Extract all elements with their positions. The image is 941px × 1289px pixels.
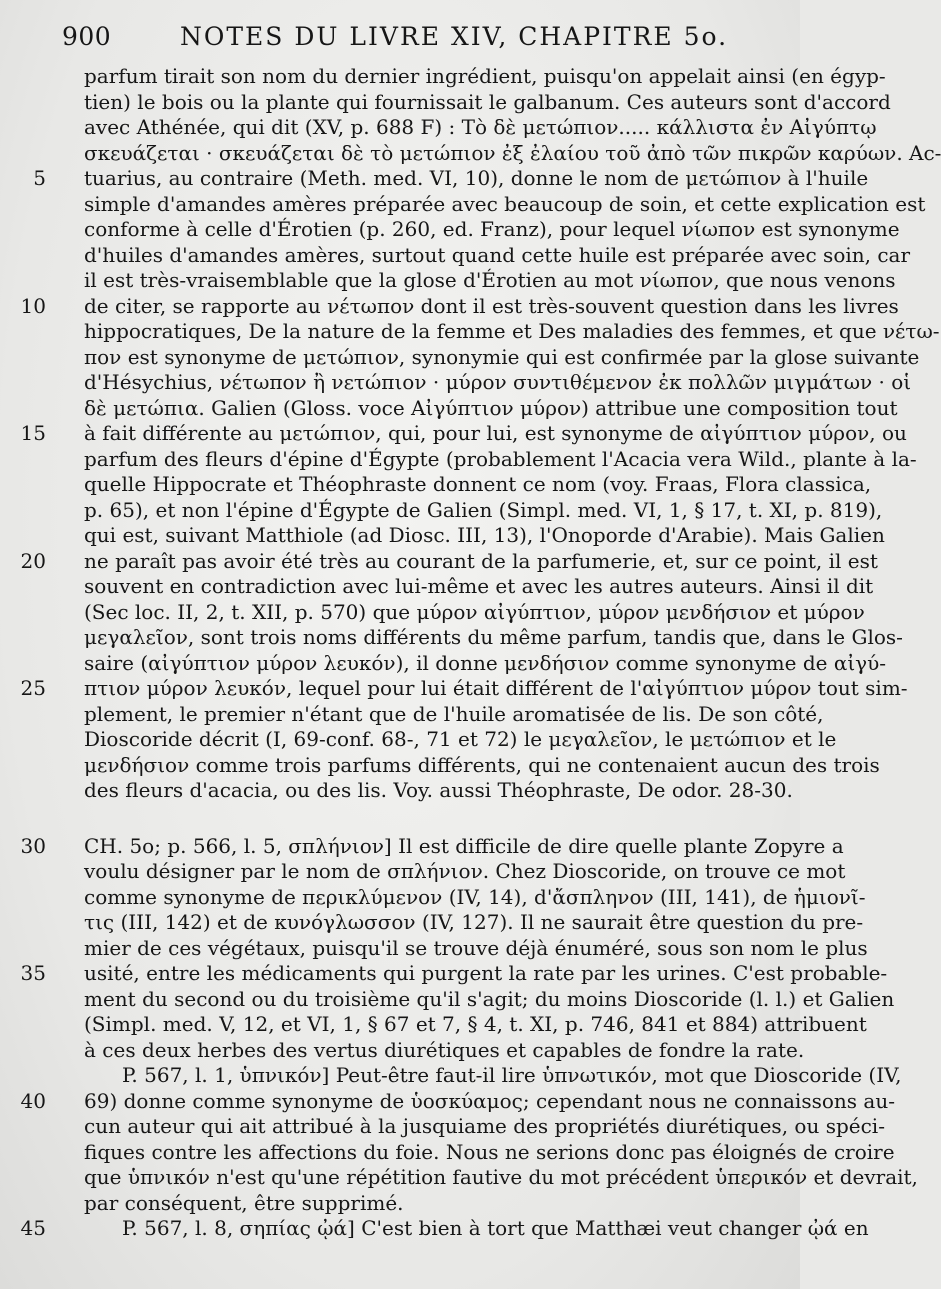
line-text: P. 567, l. 8, σηπίας ᾠά] C'est bien à tort que Matthæi veut changer ᾠά en [122,1216,869,1240]
text-line [0,778,800,804]
line-number: 35 [20,961,46,985]
line-text: qui est, suivant Matthiole (ad Diosc. III, 13), l'Onoporde d'Arabie). Mais Galien [84,523,885,547]
text-line [0,89,891,116]
running-head: NOTES DU LIVRE XIV, CHAPITRE 5o. [180,22,729,51]
text-line [0,599,865,626]
text-line [0,395,898,422]
line-number: 40 [20,1088,46,1113]
line-text: il est très-vraisemblable que la glose d'Érotien au mot νίωπον, que nous venons [84,268,896,292]
text-line [0,497,883,524]
line-text: que ὑπνικόν n'est qu'une répétition fautive du mot précédent ὑπερικόν et devrait, [84,1165,918,1189]
line-text: quelle Hippocrate et Théophraste donnent ce nom (voy. Fraas, Flora classica, [84,472,872,496]
line-text: conforme à celle d'Érotien (p. 260, ed. Franz), pour lequel νίωπον est synonyme [84,217,900,241]
text-line [0,64,886,90]
line-text: à ces deux herbes des vertus diurétiques et capables de fondre la rate. [84,1037,805,1062]
text-line [0,1012,867,1038]
line-number: 45 [20,1216,46,1240]
line-text: avec Athénée, qui dit (XV, p. 688 F) : Τὸ δὲ μετώπιον..... κάλλιστα ἐν Αἰγύπτῳ [84,115,877,139]
text-line [0,676,908,702]
text-line [0,1139,895,1166]
text-line [0,574,874,600]
line-text: usité, entre les médicaments qui purgent la rate par les urines. C'est probable- [84,961,888,985]
line-text: p. 65), et non l'épine d'Égypte de Galien (Simpl. med. VI, 1, § 17, t. XI, p. 819), [84,497,883,522]
line-text: (Sec loc. II, 2, t. XII, p. 570) que μύρον αἰγύπτιον, μύρον μενδήσιον et μύρον [84,599,865,624]
text-body [0,64,941,1242]
line-text: plement, le premier n'étant que de l'huile aromatisée de lis. De son côté, [84,701,824,726]
line-text: voulu désigner par le nom de σπλήνιον. Chez Dioscoride, on trouve ce mot [84,859,846,883]
text-line [0,727,837,753]
text-line [0,319,940,345]
text-line [0,884,866,911]
text-line [0,1037,805,1064]
line-text: (Simpl. med. V, 12, et VI, 1, § 67 et 7, § 4, t. XI, p. 746, 841 et 884) attribuent [84,1012,867,1036]
line-text: hippocratiques, De la nature de la femme et Des maladies des femmes, et que νέτω- [84,319,940,343]
line-text: d'Hésychius, νέτωπον ἢ νετώπιον · μύρον συντιθέμενον ἐκ πολλῶν μιγμάτων · οἱ [84,370,912,394]
text-line [0,1088,895,1115]
text-line [0,1114,885,1140]
page-number: 900 [62,22,112,51]
text-line [0,859,846,885]
line-text: Dioscoride décrit (I, 69-conf. 68-, 71 et 72) le μεγαλεῖον, le μετώπιον et le [84,727,837,751]
text-line [0,1165,918,1191]
line-text: CH. 5o; p. 566, l. 5, σπλήνιον] Il est difficile de dire quelle plante Zopyre a [84,833,844,858]
line-number: 25 [20,676,46,700]
text-line [0,523,885,549]
text-line [0,986,895,1013]
line-text: ment du second ou du troisième qu'il s'agit; du moins Dioscoride (l. l.) et Galien [84,986,895,1011]
line-number: 10 [20,293,46,318]
text-line [0,268,896,294]
paragraph-gap [0,804,800,834]
line-number: 30 [20,833,46,858]
line-text: souvent en contradiction avec lui-même et avec les autres auteurs. Ainsi il dit [84,574,874,598]
line-text: 69) donne comme synonyme de ὑοσκύαμος; cependant nous ne connaissons au- [84,1088,895,1113]
line-text: parfum des fleurs d'épine d'Égypte (probablement l'Acacia vera Wild., plante à la- [84,446,917,471]
text-line [0,833,844,860]
line-text: simple d'amandes amères préparée avec beaucoup de soin, et cette explication est [84,191,926,216]
line-text: τις (III, 142) et de κυνόγλωσσον (IV, 127). Il ne saurait être question du pre- [84,910,864,934]
line-text: fiques contre les affections du foie. Nous ne serions donc pas éloignés de croire [84,1139,895,1164]
line-text: tuarius, au contraire (Meth. med. VI, 10), donne le nom de μετώπιον à l'huile [84,166,869,190]
text-line [0,1191,800,1217]
text-line [0,166,869,192]
text-line [0,935,868,962]
text-line [0,217,900,243]
text-line [0,625,903,651]
line-text: d'huiles d'amandes amères, surtout quand cette huile est préparée avec soin, car [84,242,911,267]
text-line [0,370,912,396]
line-number: 5 [33,166,46,190]
text-line [0,446,917,473]
text-line [0,752,880,779]
text-line [0,701,824,728]
text-line [0,650,887,677]
line-text: des fleurs d'acacia, ou des lis. Voy. aussi Théophraste, De odor. 28-30. [84,778,793,802]
text-line [0,115,877,141]
line-text: δὲ μετώπια. Galien (Gloss. voce Αἰγύπτιον μύρον) attribue une composition tout [84,395,898,420]
text-line [0,140,941,167]
line-text: μενδήσιον comme trois parfums différents, qui ne contenaient aucun des trois [84,752,880,777]
text-line [0,191,926,218]
line-text: de citer, se rapporte au νέτωπον dont il est très-souvent question dans les livres [84,293,899,318]
line-text: parfum tirait son nom du dernier ingrédient, puisqu'on appelait ainsi (en égyp- [84,64,886,88]
line-text: πτιον μύρον λευκόν, lequel pour lui était différent de l'αἰγύπτιον μύρον tout sim- [84,676,908,700]
text-line [0,421,907,447]
line-text: tien) le bois ou la plante qui fournissait le galbanum. Ces auteurs sont d'accord [84,89,891,114]
text-line [0,472,872,498]
line-text: à fait différente au μετώπιον, qui, pour lui, est synonyme de αἰγύπτιον μύρον, ou [84,421,907,445]
line-text: mier de ces végétaux, puisqu'il se trouve déjà énuméré, sous son nom le plus [84,935,868,960]
text-line [0,1216,869,1242]
line-text: πον est synonyme de μετώπιον, synonymie qui est confirmée par la glose suivante [84,344,920,369]
line-text: σκευάζεται · σκευάζεται δὲ τὸ μετώπιον ἐξ ἐλαίου τοῦ ἀπὸ τῶν πικρῶν καρύων. Ac- [84,140,941,165]
line-number: 20 [20,548,46,573]
page-header [14,22,774,58]
text-line [0,910,864,936]
line-text: P. 567, l. 1, ὑπνικόν] Peut-être faut-il lire ὑπνωτικόν, mot que Dioscoride (IV, [122,1063,902,1087]
line-text: cun auteur qui ait attribué à la jusquiame des propriétés diurétiques, ou spéci- [84,1114,885,1138]
text-line [0,344,920,371]
line-text: μεγαλεῖον, sont trois noms différents du même parfum, tandis que, dans le Glos- [84,625,903,649]
text-line [0,1063,902,1089]
line-text: comme synonyme de περικλύμενον (IV, 14), d'ἄσπληνον (III, 141), de ἡμιονῖ- [84,884,866,909]
text-line [0,242,911,269]
line-text: ne paraît pas avoir été très au courant de la parfumerie, et, sur ce point, il est [84,548,878,573]
line-text: par conséquent, être supprimé. [84,1190,404,1215]
line-number: 15 [20,421,46,445]
text-line [0,548,878,575]
text-line [0,961,888,987]
text-line [0,293,899,320]
line-text: saire (αἰγύπτιον μύρον λευκόν), il donne μενδήσιον comme synonyme de αἰγύ- [84,650,887,675]
